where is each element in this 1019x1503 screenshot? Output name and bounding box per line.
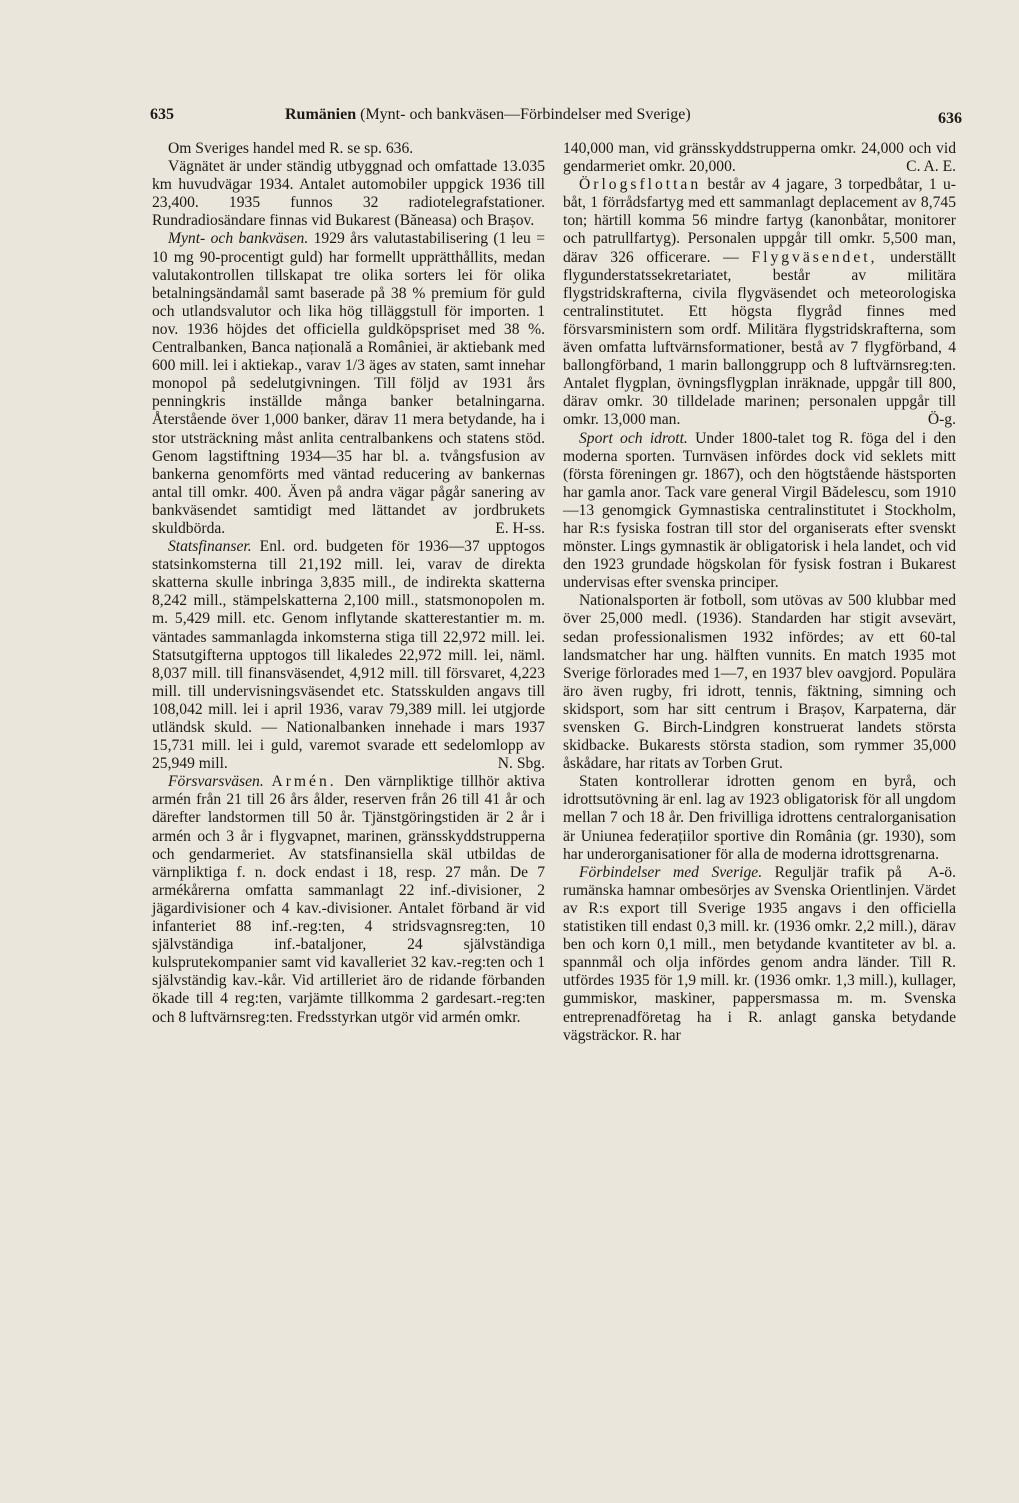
- paragraph-national-sport: Nationalsporten är fotboll, som utövas av 500 klubbar med över 25,000 medl. (1936). Standarden har stigit avsevärt, sedan professionalismen 1932 infördes; av ett 60-tal landsmatcher har ung. hälften vunnits. En match 1935 mot Sverige förlorades med 1—7, en 1937 blev oavgjord. Populära äro även rugby, fri idrott, tennis, fäktning, simning och skidsport, som har sitt centrum i Brașov, Karpaterna, där svensken G. Birch-Lindgren konstruerat landets största skidbacke. Bukarests största stadion, som rymmer 35,000 åskådare, har ritats av Torben Grut.: [563, 592, 956, 773]
- paragraph-relations-sweden: [563, 864, 956, 1045]
- running-title-country: Rumänien: [285, 106, 357, 123]
- paragraph-sport: [563, 430, 956, 593]
- author-signature: A-ö.: [927, 863, 956, 881]
- paragraph-army-continued: [563, 140, 956, 176]
- column-left: [152, 140, 545, 1027]
- author-signature: E. H-ss.: [495, 519, 545, 537]
- army-continued-text: 140,000 man, vid gränsskyddstrupperna omkr. 24,000 och vid gendarmeriet omkr. 20,000.: [563, 140, 956, 176]
- page-number-left: 635: [150, 106, 174, 123]
- subheading-aviation: Flygväsendet,: [751, 248, 878, 266]
- section-heading-currency: Mynt- och bankväsen.: [168, 230, 309, 248]
- currency-banking-text: 1929 års valutastabilisering (1 leu = 10 mg 90-procentigt guld) har formellt upprätthållits, medan valutakontrollen tillskapat tre olika sorters lei för olika betalningsändamål samt baserade på 38 % premium för guld och utlandsvalutor och lika hög tilläggstull för importen. 1 nov. 1936 höjdes det officiella guldköpspriset med 38 %. Centralbanken, Banca națională a României, är aktiebank med 600 mill. lei i aktiekap., varav 1/3 äges av staten, samt innehar monopol på sedelutgivningen. Till följd av 1931 års penningkris inställde många banker betalningarna. Återstående över 1,000 banker, därav 11 mera betydande, ha i stor utsträckning måst anlita centralbankens och statens stöd. Genom lagstiftning 1934—35 har bl. a. tvångsfusion av bankerna genomförts med väntad reducering av bankernas antal till omkr. 400. Även på andra vägar pågår sanering av bankväsendet samtidigt med lättandet av jordbrukets skuldbörda.: [152, 230, 545, 537]
- defence-text: Den värnpliktige tillhör aktiva armén från 21 till 26 års ålder, reserven från 26 till 41 år och därefter landstormen till 50 år. Tjänstgöringstiden är 2 år i armén och 3 år i flygvapnet, marinen, gränsskyddstrupperna och gendarmeriet. Av statsfinansiella skäl utbildas de värnpliktiga f. n. dock endast i 18, resp. 27 mån. De 7 armékårerna omfatta sammanlagt 22 inf.-divisioner, 2 jägardivisioner och 4 kav.-divisioner. Antalet förband är vid infanteriet 88 inf.-reg:ten, 4 stridsvagnsreg:ten, 10 självständiga inf.-bataljoner, 24 självständiga kulsprutekompanier samt vid kavalleriet 32 kav.-reg:ten och 1 självständig kav.-kår. Vid artilleriet äro de ridande förbanden ökade till 4 reg:ten, varjämte tillkomma 2 gardesart.-reg:ten och 8 luftvärnsreg:ten. Fredsstyrkan utgör vid armén omkr.: [152, 773, 546, 1026]
- sport-text: Under 1800-talet tog R. föga del i den moderna sporten. Turnväsen infördes dock vid seklets mitt (första föreningen gr. 1867), och den högtstående hästsporten har gamla anor. Tack vare general Virgil Bădelescu, som 1910—13 genomgick Gymnastiska centralinstitutet i Stockholm, har R:s fysiska fostran till stor del organiserats efter svenskt mönster. Lings gymnastik är obligatorisk i hela landet, och vid den 1923 grundade högskolan för fysisk fostran i Bukarest undervisas efter svenska principer.: [563, 429, 956, 592]
- subheading-army: Armén.: [271, 773, 337, 791]
- paragraph-defence: [152, 773, 545, 1026]
- paragraph-currency-banking: [152, 230, 545, 538]
- paragraph-state-finances: [152, 538, 545, 773]
- state-sport-text: Staten kontrollerar idrotten genom en byrå, och idrottsutövning är enl. lag av 1923 obligatorisk för all ungdom mellan 7 och 18 år. Den frivilliga idrottens centralorganisation är Uniunea federațiilor sportive din România (gr. 1930), som har underorganisationer för alla de moderna idrottsgrenarna.: [563, 773, 956, 863]
- running-title: [285, 102, 691, 128]
- subheading-navy: Örlogsflottan: [579, 176, 702, 194]
- section-heading-defence: Försvarsväsen.: [168, 773, 264, 791]
- running-header: [150, 102, 966, 128]
- section-heading-sport: Sport och idrott.: [579, 429, 688, 447]
- running-title-subject: (Mynt- och bankväsen—Förbindelser med Sverige): [356, 106, 691, 123]
- paragraph-navy-airforce: [563, 176, 956, 429]
- paragraph-roads: Vägnätet är under ständig utbyggnad och omfattade 13.035 km huvudvägar 1934. Antalet automobiler uppgick 1936 till 23,400. 1935 funnos 32 radiotelegrafstationer. Rundradiosändare finnas vid Bukarest (Băneasa) och Brașov.: [152, 158, 545, 230]
- section-heading-relations: Förbindelser med Sverige.: [579, 863, 763, 881]
- author-signature: Ö-g.: [927, 411, 956, 429]
- aviation-text: underställt flygunderstatssekretariatet, består av militära flygstridskrafterna, civila flygväsendet och meteorologiska centralinstitutet. Ett högsta flygråd finnes med försvarsministern som ordf. Militära flygstridskrafterna, som även omfatta luftvärnsformationer, bestå av 7 flygförband, 4 ballongförband, 1 marin ballonggrupp och 8 luftvärnsreg:ten. Antalet flygplan, övningsflygplan inräknade, uppgår till 800, därav omkr. 30 tilldelade marinen; personalen uppgår till omkr. 13,000 man.: [563, 248, 956, 429]
- page-number-right: 636: [938, 110, 962, 127]
- paragraph-trade: Om Sveriges handel med R. se sp. 636.: [168, 140, 414, 157]
- column-right: [563, 140, 956, 1045]
- section-heading-finances: Statsfinanser.: [168, 538, 252, 556]
- author-signature: C. A. E.: [906, 158, 956, 176]
- author-signature: N. Sbg.: [497, 755, 545, 773]
- relations-text: Reguljär trafik på rumänska hamnar ombesörjes av Svenska Orientlinjen. Värdet av R:s export till Sverige 1935 angavs i den officiella statistiken till endast 0,3 mill. kr. (1936 omkr. 2,2 mill.), därav ben och korn 0,1 mill., men betydande kvantiteter av bl. a. spannmål och olja infördes genom andra länder. Till R. utfördes 1935 för 1,9 mill. kr. (1936 omkr. 1,3 mill.), kullager, gummiskor, maskiner, pappersmassa m. m. Svenska entreprenadföretag ha i R. anlagt ganska betydande vägsträckor. R. har: [563, 863, 956, 1044]
- state-finances-text: Enl. ord. budgeten för 1936—37 upptogos statsinkomsterna till 21,192 mill. lei, varav de direkta skatterna skulle inbringa 3,835 mill., de indirekta skatterna 8,242 mill., stämpelskatterna 2,100 mill., statsmonopolen m. m. 5,429 mill. etc. Genom inflytande skatterestantier m. m. väntades sammanlagda inkomsterna stiga till 22,972 mill. lei. Statsutgifterna upptogos till likaledes 22,972 mill. lei, näml. 8,037 mill. till finansväsendet, 4,912 mill. till försvaret, 4,223 mill. till undervisningsväsendet etc. Statsskulden angavs till 108,042 mill. lei i april 1936, varav 79,389 mill. lei utgjorde utländsk skuld. — Nationalbanken innehade i mars 1937 15,731 mill. lei i guld, varemot svarade ett sedelomlopp av 25,949 mill.: [152, 538, 545, 773]
- navy-text: består av 4 jagare, 3 torpedbåtar, 1 u-båt, 1 förrådsfartyg med ett sammanlagt deplacement av 8,745 ton; härtill komma 56 mindre fartyg (kanonbåtar, monitorer och patrullfartyg). Personalen uppgår till omkr. 5,500 man, därav 326 officerare. —: [563, 176, 956, 266]
